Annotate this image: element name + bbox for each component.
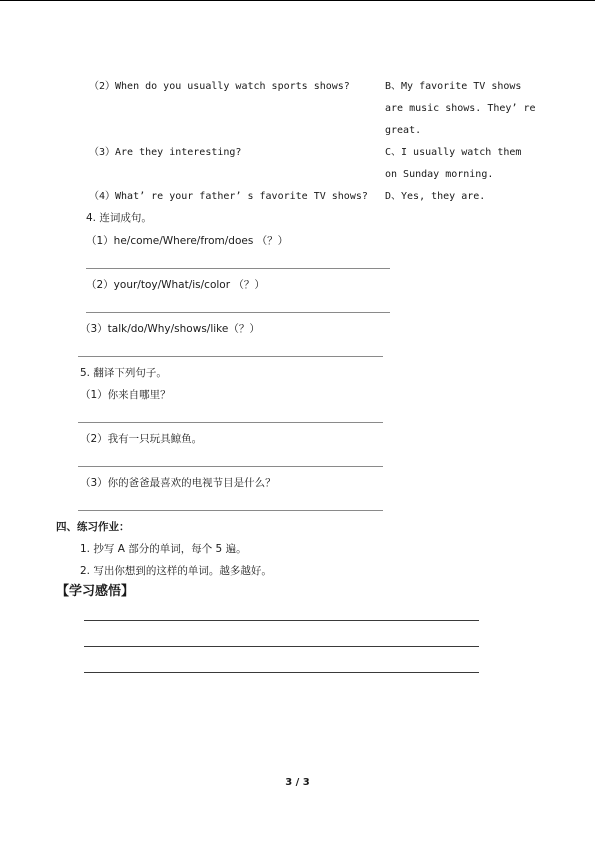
q5-answer-line-3[interactable]	[78, 510, 383, 511]
q5-item-2: （2）我有一只玩具鲸鱼。	[80, 433, 203, 445]
reflection-line-1[interactable]	[84, 620, 479, 621]
page-top-border	[0, 0, 595, 1]
match-right-c-line1: C、I usually watch them	[385, 147, 522, 158]
homework-item-2: 2. 写出你想到的这样的单词。越多越好。	[80, 565, 272, 577]
match-left-2: （2）When do you usually watch sports shows?	[89, 81, 350, 92]
q4-answer-line-3[interactable]	[78, 356, 383, 357]
reflection-line-3[interactable]	[84, 672, 479, 673]
q4-item-3: （3）talk/do/Why/shows/like（？）	[80, 323, 260, 335]
match-right-b-line2: are music shows. They’ re	[385, 103, 536, 114]
q4-title: 4. 连词成句。	[86, 212, 152, 224]
q5-item-3: （3）你的爸爸最喜欢的电视节目是什么？	[80, 477, 276, 489]
page-number: 3 / 3	[285, 777, 310, 788]
match-right-b-line1: B、My favorite TV shows	[385, 81, 522, 92]
q5-item-1: （1）你来自哪里？	[80, 389, 171, 401]
homework-item-1: 1. 抄写 A 部分的单词，每个 5 遍。	[80, 543, 247, 555]
match-right-b-line3: great.	[385, 125, 422, 136]
q4-item-2: （2）your/toy/What/is/color （？）	[86, 279, 265, 291]
match-left-3: （3）Are they interesting?	[89, 147, 242, 158]
q4-answer-line-2[interactable]	[86, 312, 390, 313]
q5-answer-line-1[interactable]	[78, 422, 383, 423]
match-right-d: D、Yes, they are.	[385, 191, 486, 202]
q4-answer-line-1[interactable]	[86, 268, 390, 269]
match-right-c-line2: on Sunday morning.	[385, 169, 494, 180]
q5-title: 5. 翻译下列句子。	[80, 367, 167, 379]
reflection-heading: 【学习感悟】	[56, 584, 135, 599]
q4-item-1: （1）he/come/Where/from/does （？）	[86, 235, 289, 247]
reflection-line-2[interactable]	[84, 646, 479, 647]
homework-heading: 四、练习作业：	[56, 521, 130, 533]
match-left-4: （4）What’ re your father’ s favorite TV shows?	[89, 191, 368, 202]
q5-answer-line-2[interactable]	[78, 466, 383, 467]
